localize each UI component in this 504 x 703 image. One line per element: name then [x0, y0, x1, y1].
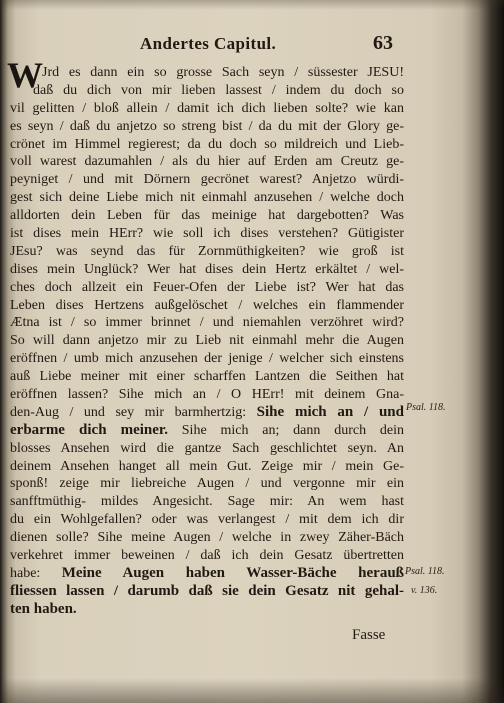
- marginal-note: v. 136.: [411, 585, 438, 596]
- marginal-note: Psal. 118.: [406, 402, 446, 413]
- decorated-initial-letter: W: [7, 55, 43, 95]
- text-line: eröffnen / umb mich anzusehen der jenige / welcher sich einstens: [10, 351, 404, 367]
- text-line: vil gelitten / bloß allein / damit ich dich lieben solte? wie kan: [10, 100, 404, 116]
- emphasized-text: Sihe mich an / und: [256, 403, 404, 420]
- text-line: So will dann anjetzo mir zu Lieb nit einmahl mehr die Augen: [10, 333, 404, 349]
- text-line: [10, 422, 404, 440]
- plain-text: den-Aug / und sey mir barmhertzig:: [10, 404, 247, 420]
- plain-text: Sihe mich an; dann durch dein: [181, 422, 404, 438]
- text-line: deinem Ansehen hanget all mein Gut. Zeige mir / mein Ge-: [10, 458, 404, 474]
- text-line: [10, 404, 404, 422]
- text-line: [10, 601, 404, 619]
- text-line: es seyn / daß du anjetzo so streng bist / da du mit der Glory ge-: [10, 118, 404, 134]
- text-line: alldorten dein Leben für das meinige hat dargebotten? Was: [10, 208, 404, 224]
- emphasized-text: ten haben.: [10, 600, 77, 617]
- text-line: Ætna ist / so immer brinnet / und niemahlen verzöhret wird?: [10, 315, 404, 331]
- text-line: peyniget / und mit Dörnern gecrönet warest? Anjetzo würdi-: [10, 172, 404, 188]
- text-line: du ein Wohlgefallen? oder was verlangest / mit dem ich dir: [10, 512, 404, 528]
- text-line: blosses Ansehen wird die gantze Sach geschlichtet seyn. An: [10, 440, 404, 456]
- text-line: verkehret immer beweinen / daß ich dein Gesatz übertretten: [10, 548, 404, 564]
- text-line: dienen solle? Sihe meine Augen / welche in zwey Zäher-Bäch: [10, 530, 404, 546]
- text-line: gest sich deine Liebe mich nit einmahl anzusehen / welche doch: [10, 190, 404, 206]
- text-line: JEsu? was seynd das für Zornmüthigkeiten? wie groß ist: [10, 243, 404, 259]
- text-line: ches doch allzeit ein Feuer-Ofen der Liebe ist? Wer hat das: [10, 279, 404, 295]
- emphasized-text: Meine Augen haben Wasser-Bäche herauß: [61, 564, 405, 581]
- text-line: auß Liebe meiner mit einer scharffen Lantzen die Seithen hat: [10, 369, 404, 385]
- catchword: Fasse: [352, 627, 386, 643]
- text-line: sponß! zeige mir liebreiche Augen / und vergonne mir ein: [10, 476, 404, 492]
- text-line: [10, 565, 404, 583]
- emphasized-text: erbarme dich meiner.: [10, 421, 168, 438]
- text-line: dises mein Unglück? Wer hat dises dein Hertz erkältet / wel-: [10, 261, 404, 277]
- running-title: Andertes Capitul.: [140, 34, 277, 53]
- marginal-note: Psal. 118.: [405, 566, 445, 577]
- text-line: eröffnen lassen? Sihe mich an / O HErr! mit deinem Gna-: [10, 387, 404, 403]
- text-line: daß du dich von mir lieben lassest / indem du doch so: [33, 82, 404, 98]
- text-line: crönet im Himmel regierest; da du doch so mildreich und Lieb-: [10, 136, 404, 152]
- text-line: Jrd es dann ein so grosse Sach seyn / süssester JESU!: [42, 65, 404, 80]
- text-line: ist dises mein HErr? wie soll ich dises verstehen? Gütigister: [10, 226, 404, 242]
- text-line: [10, 583, 404, 601]
- body-text: [10, 64, 404, 619]
- emphasized-text: fliessen lassen / darumb daß sie dein Gesatz nit gehal-: [10, 582, 404, 599]
- text-line: sanfftmüthig- mildes Angesicht. Sage mir: An wem hast: [10, 494, 404, 510]
- text-line: voll warest dazumahlen / als du hier auf Erden am Creutz ge-: [10, 154, 404, 170]
- plain-text: habe:: [10, 565, 41, 581]
- page-number: 63: [373, 32, 393, 54]
- text-line: Leben dises Hertzens außgelöschet / welches ein flammender: [10, 297, 404, 313]
